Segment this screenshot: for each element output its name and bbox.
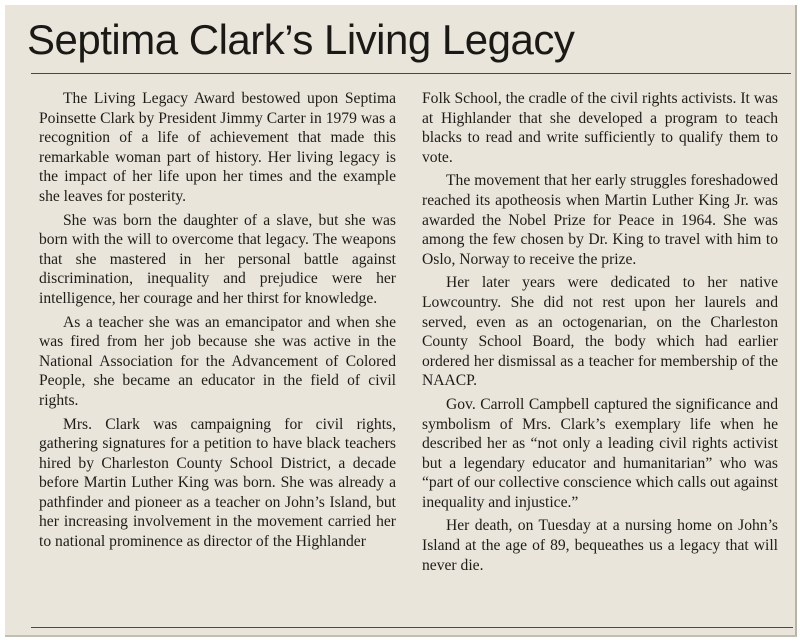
article-column-left [39, 89, 396, 556]
headline-rule [31, 73, 791, 74]
bottom-rule [31, 627, 793, 628]
paragraph: She was born the daughter of a slave, but she was born with the will to overcome that legacy. The weapons that she mastered in her personal battle against discrimination, inequality and prejudice were her intelligence, her courage and her thirst for knowledge. [39, 211, 396, 307]
paragraph: Her later years were dedicated to her native Lowcountry. She did not rest upon her laurels and served, even as an octogenarian, on the Charleston County School Board, the body which had earlier ordered her dismissal as a teacher for membership of the NAACP. [422, 274, 778, 390]
newspaper-clipping [5, 5, 797, 637]
paragraph: The Living Legacy Award bestowed upon Septima Poinsette Clark by President Jimmy Carter in 1979 was a recognition of a life of achievement that made this remarkable woman part of history. Her living legacy is the impact of her life upon her times and the example she leaves for posterity. [39, 90, 396, 205]
headline: Septima Clark’s Living Legacy [27, 16, 575, 63]
paragraph: As a teacher she was an emancipator and when she was fired from her job because she was active in the National Association for the Advancement of Colored People, she became an educator in the field of civil rights. [39, 313, 396, 409]
article-column-right [422, 89, 778, 579]
paragraph-continued: Folk School, the cradle of the civil rights activists. It was at Highlander that she developed a program to teach blacks to read and write sufficiently to qualify them to vote. [422, 90, 778, 166]
paragraph: Her death, on Tuesday at a nursing home on John’s Island at the age of 89, bequeathes us a legacy that will never die. [422, 517, 778, 574]
paragraph: The movement that her early struggles foreshadowed reached its apotheosis when Martin Luther King Jr. was awarded the Nobel Prize for Peace in 1964. She was among the few chosen by Dr. King to travel with him to Oslo, Norway to receive the prize. [422, 172, 778, 268]
paragraph: Gov. Carroll Campbell captured the significance and symbolism of Mrs. Clark’s exemplary life when he described her as “not only a leading civil rights activist but a legendary educator and humanitarian” who was “part of our collective conscience which calls out against inequality and injustice.” [422, 395, 778, 511]
paragraph: Mrs. Clark was campaigning for civil rights, gathering signatures for a petition to have black teachers hired by Charleston County School District, a decade before Martin Luther King was born. She was already a pathfinder and pioneer as a teacher on John’s Island, but her increasing involvement in the movement carried her to national prominence as director of the Highlander [39, 415, 396, 551]
